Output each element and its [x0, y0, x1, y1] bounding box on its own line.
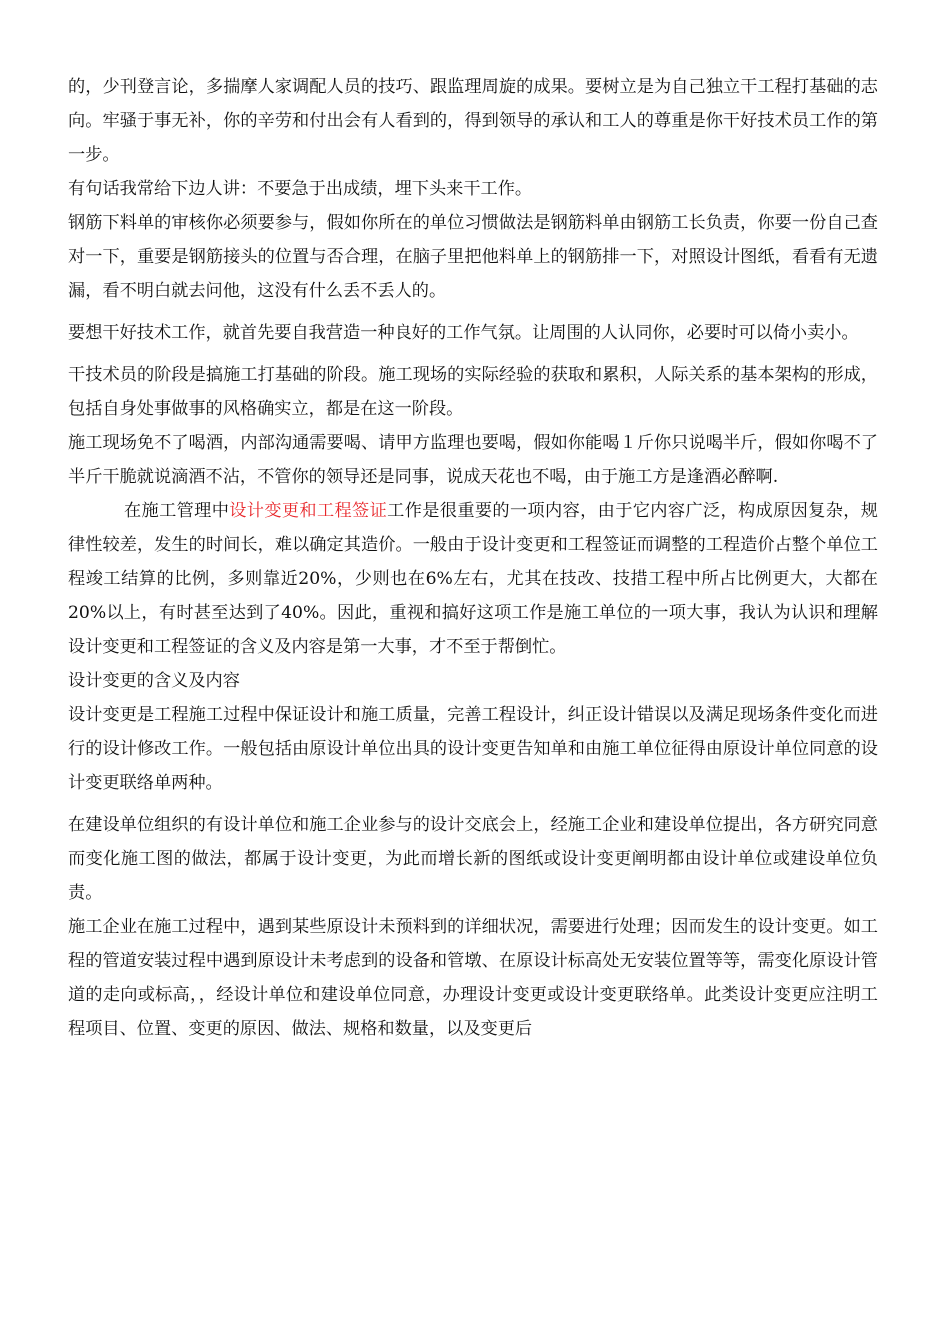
paragraph-2: 有句话我常给下边人讲：不要急于出成绩，埋下头来干工作。 — [68, 179, 533, 199]
paragraph-7-lead: 在施工管理中 — [124, 501, 230, 521]
paragraph-9: 设计变更是工程施工过程中保证设计和施工质量，完善工程设计，纠正设计错误以及满足现场条件变化而进行的设计修改工作。一般包括由原设计单位出具的设计变更告知单和由施工单位征得由原设计单位同意的设计变更联络单两种。 — [68, 705, 878, 793]
highlighted-term: 设计变更和工程签证 — [229, 501, 388, 521]
paragraph-11: 施工企业在施工过程中，遇到某些原设计未预料到的详细状况，需要进行处理；因而发生的设计变更。如工程的管道安装过程中遇到原设计未考虑到的设备和管墩、在原设计标高处无安装位置等等，需变化原设计管道的走向或标高，，经设计单位和建设单位同意，办理设计变更或设计变更联络单。此类设计变更应注明工程项目、位置、变更的原因、做法、规格和数量，以及变更后 — [68, 917, 878, 1039]
paragraph-3: 钢筋下料单的审核你必须要参与，假如你所在的单位习惯做法是钢筋料单由钢筋工长负责，你要一份自己查对一下，重要是钢筋接头的位置与否合理，在脑子里把他料单上的钢筋排一下，对照设计图纸，看看有无遗漏，看不明白就去问他，这没有什么丢不丢人的。 — [68, 213, 878, 301]
paragraph-1: 的，少刊登言论，多揣摩人家调配人员的技巧、跟监理周旋的成果。要树立是为自己独立干工程打基础的志向。牢骚于事无补，你的辛劳和付出会有人看到的，得到领导的承认和工人的尊重是你干好技术员工作的第一步。 — [68, 77, 878, 165]
paragraph-5: 干技术员的阶段是搞施工打基础的阶段。施工现场的实际经验的获取和累积，人际关系的基本架构的形成，包括自身处事做事的风格确实立，都是在这一阶段。 — [68, 365, 878, 419]
paragraph-7 — [68, 494, 878, 664]
document-page — [68, 70, 878, 1046]
paragraph-10: 在建设单位组织的有设计单位和施工企业参与的设计交底会上，经施工企业和建设单位提出，各方研究同意而变化施工图的做法，都属于设计变更，为此而增长新的图纸或设计变更阐明都由设计单位或建设单位负责。 — [68, 815, 878, 903]
paragraph-4: 要想干好技术工作，就首先要自我营造一种良好的工作气氛。让周围的人认同你，必要时可以倚小卖小。 — [68, 323, 859, 343]
section-heading: 设计变更的含义及内容 — [68, 671, 240, 691]
paragraph-6: 施工现场免不了喝酒，内部沟通需要喝、请甲方监理也要喝，假如你能喝１斤你只说喝半斤，假如你喝不了半斤干脆就说滴酒不沾，不管你的领导还是同事，说成天花也不喝，由于施工方是逢酒必醉啊. — [68, 433, 878, 487]
paragraph-7-body: 工作是很重要的一项内容，由于它内容广泛，构成原因复杂，规律性较差，发生的时间长，难以确定其造价。一般由于设计变更和工程签证而调整的工程造价占整个单位工程竣工结算的比例，多则靠近20%，少则也在6%左右，尤其在技改、技措工程中所占比例更大，大都在20%以上，有时甚至达到了40%。因此，重视和搞好这项工作是施工单位的一项大事，我认为认识和理解设计变更和工程签证的含义及内容是第一大事，才不至于帮倒忙。 — [68, 501, 878, 657]
